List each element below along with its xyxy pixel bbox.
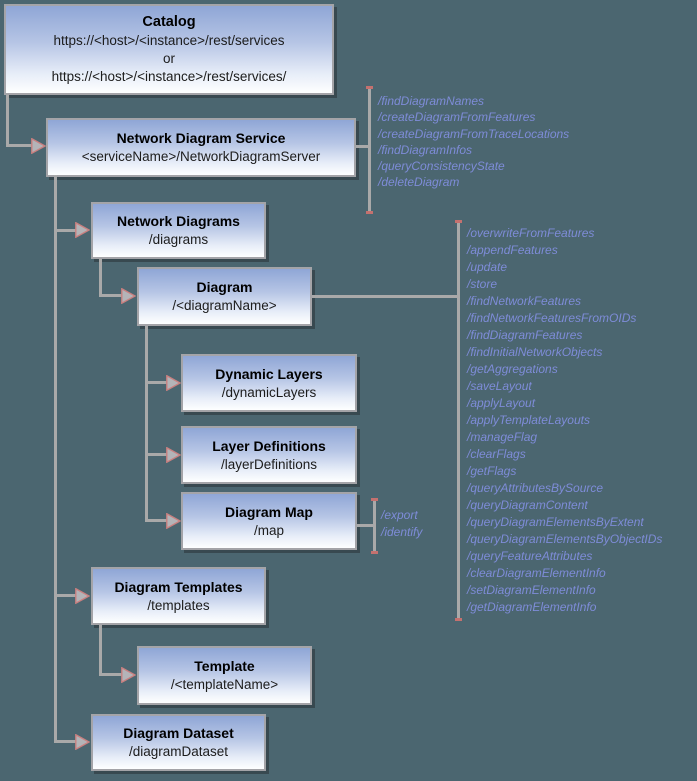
connector-trunk-line: [54, 175, 57, 743]
operations-connector: [356, 145, 368, 148]
connector-line: [99, 259, 102, 297]
node-title: Diagram Templates: [114, 578, 243, 595]
bracket-cap: [455, 220, 462, 223]
operation-item: /findDiagramFeatures: [467, 328, 583, 342]
node-path: /diagramDataset: [128, 744, 229, 759]
node-path: /diagrams: [148, 232, 209, 247]
operation-item: /queryAttributesBySource: [467, 481, 604, 495]
node-title: Diagram Map: [225, 503, 313, 520]
node-network-diagrams: [91, 202, 266, 259]
node-path: /<templateName>: [170, 677, 279, 692]
arrow-right-icon: [166, 375, 181, 391]
node-path: /dynamicLayers: [221, 384, 317, 400]
node-network-diagram-service: [46, 118, 356, 177]
connector-line: [99, 625, 102, 676]
node-catalog: [4, 4, 334, 95]
node-title: Network Diagram Service: [116, 130, 286, 146]
operation-item: /queryConsistencyState: [378, 159, 505, 174]
node-diagram-templates: [91, 567, 266, 625]
node-title: Layer Definitions: [212, 437, 326, 454]
bracket-cap: [366, 86, 373, 89]
arrow-right-icon: [121, 667, 136, 683]
operations-connector: [312, 295, 457, 298]
operation-item: /applyTemplateLayouts: [467, 413, 590, 427]
node-path: /layerDefinitions: [220, 456, 318, 472]
operation-item: /findDiagramNames: [378, 94, 485, 108]
arrow-right-icon: [75, 222, 90, 238]
arrow-right-icon: [75, 588, 90, 604]
node-or-text: or: [162, 51, 175, 66]
bracket-cap: [366, 211, 373, 214]
node-url: https://<host>/<instance>/rest/services: [53, 33, 285, 48]
arrow-right-icon: [166, 447, 181, 463]
node-path: /<diagramName>: [172, 298, 277, 313]
operation-item: /findDiagramInfos: [378, 142, 473, 157]
operation-item: /queryDiagramContent: [467, 498, 588, 512]
connector-line: [99, 294, 122, 297]
bracket-cap: [371, 551, 378, 554]
bracket-cap: [455, 618, 462, 621]
node-diagram-dataset: [91, 714, 266, 771]
operation-item: /identify: [381, 525, 423, 539]
node-title: Network Diagrams: [117, 213, 240, 229]
node-path: <serviceName>/NetworkDiagramServer: [81, 149, 321, 164]
operation-item: /queryFeatureAttributes: [467, 549, 593, 563]
operation-item: /saveLayout: [467, 379, 532, 393]
operation-item: /createDiagramFromTraceLocations: [378, 126, 570, 141]
diagram-operations-list: [467, 225, 662, 616]
operation-item: /clearDiagramElementInfo: [467, 566, 606, 580]
connector-line: [6, 144, 32, 147]
operation-item: /update: [467, 260, 508, 274]
operation-item: /appendFeatures: [467, 243, 558, 257]
node-title: Template: [194, 658, 255, 674]
operation-item: /getDiagramElementInfo: [467, 600, 597, 614]
operation-item: /getAggregations: [467, 362, 558, 376]
connector-line: [145, 326, 148, 521]
node-path: /map: [253, 522, 284, 538]
node-dynamic-layers: [181, 354, 357, 412]
operation-item: /overwriteFromFeatures: [467, 226, 595, 240]
node-title: Diagram: [196, 279, 253, 295]
operation-item: /findNetworkFeaturesFromOIDs: [467, 311, 637, 325]
node-title: Dynamic Layers: [215, 365, 323, 382]
operation-item: /getFlags: [467, 464, 517, 478]
operation-item: /findNetworkFeatures: [467, 294, 582, 308]
operation-item: /manageFlag: [467, 430, 538, 444]
arrow-right-icon: [75, 734, 90, 750]
operation-item: /findInitialNetworkObjects: [467, 345, 603, 359]
node-template: [137, 646, 312, 705]
arrow-right-icon: [31, 138, 46, 154]
bracket-cap: [371, 498, 378, 501]
operation-item: /setDiagramElementInfo: [467, 583, 596, 597]
diagram-map-operations-list: [381, 507, 422, 541]
connector-line: [54, 740, 76, 743]
operation-item: /createDiagramFromFeatures: [378, 110, 536, 125]
operations-bracket: [457, 222, 460, 619]
node-diagram: [137, 267, 312, 326]
operation-item: /queryDiagramElementsByExtent: [467, 515, 644, 529]
connector-line: [145, 381, 167, 384]
operations-connector: [357, 524, 373, 527]
connector-line: [145, 519, 167, 522]
node-diagram-map: [181, 492, 357, 550]
operations-bracket: [373, 500, 376, 552]
node-path: /templates: [147, 597, 210, 613]
operation-item: /clearFlags: [467, 447, 526, 461]
operation-item: /applyLayout: [467, 396, 536, 410]
connector-line: [145, 453, 167, 456]
connector-line: [54, 594, 76, 597]
operation-item: /store: [467, 277, 498, 291]
node-url: https://<host>/<instance>/rest/services/: [51, 69, 287, 84]
node-title: Catalog: [142, 14, 196, 30]
operation-item: /queryDiagramElementsByObjectIDs: [467, 532, 663, 546]
arrow-right-icon: [121, 288, 136, 304]
node-layer-definitions: [181, 426, 357, 484]
arrow-right-icon: [166, 513, 181, 529]
connector-line: [6, 95, 9, 147]
operations-bracket: [368, 88, 371, 212]
connector-line: [99, 673, 122, 676]
service-operations-list: [378, 93, 569, 191]
operation-item: /deleteDiagram: [378, 175, 460, 190]
node-title: Diagram Dataset: [123, 725, 234, 741]
operation-item: /export: [381, 508, 418, 522]
connector-line: [54, 229, 76, 232]
